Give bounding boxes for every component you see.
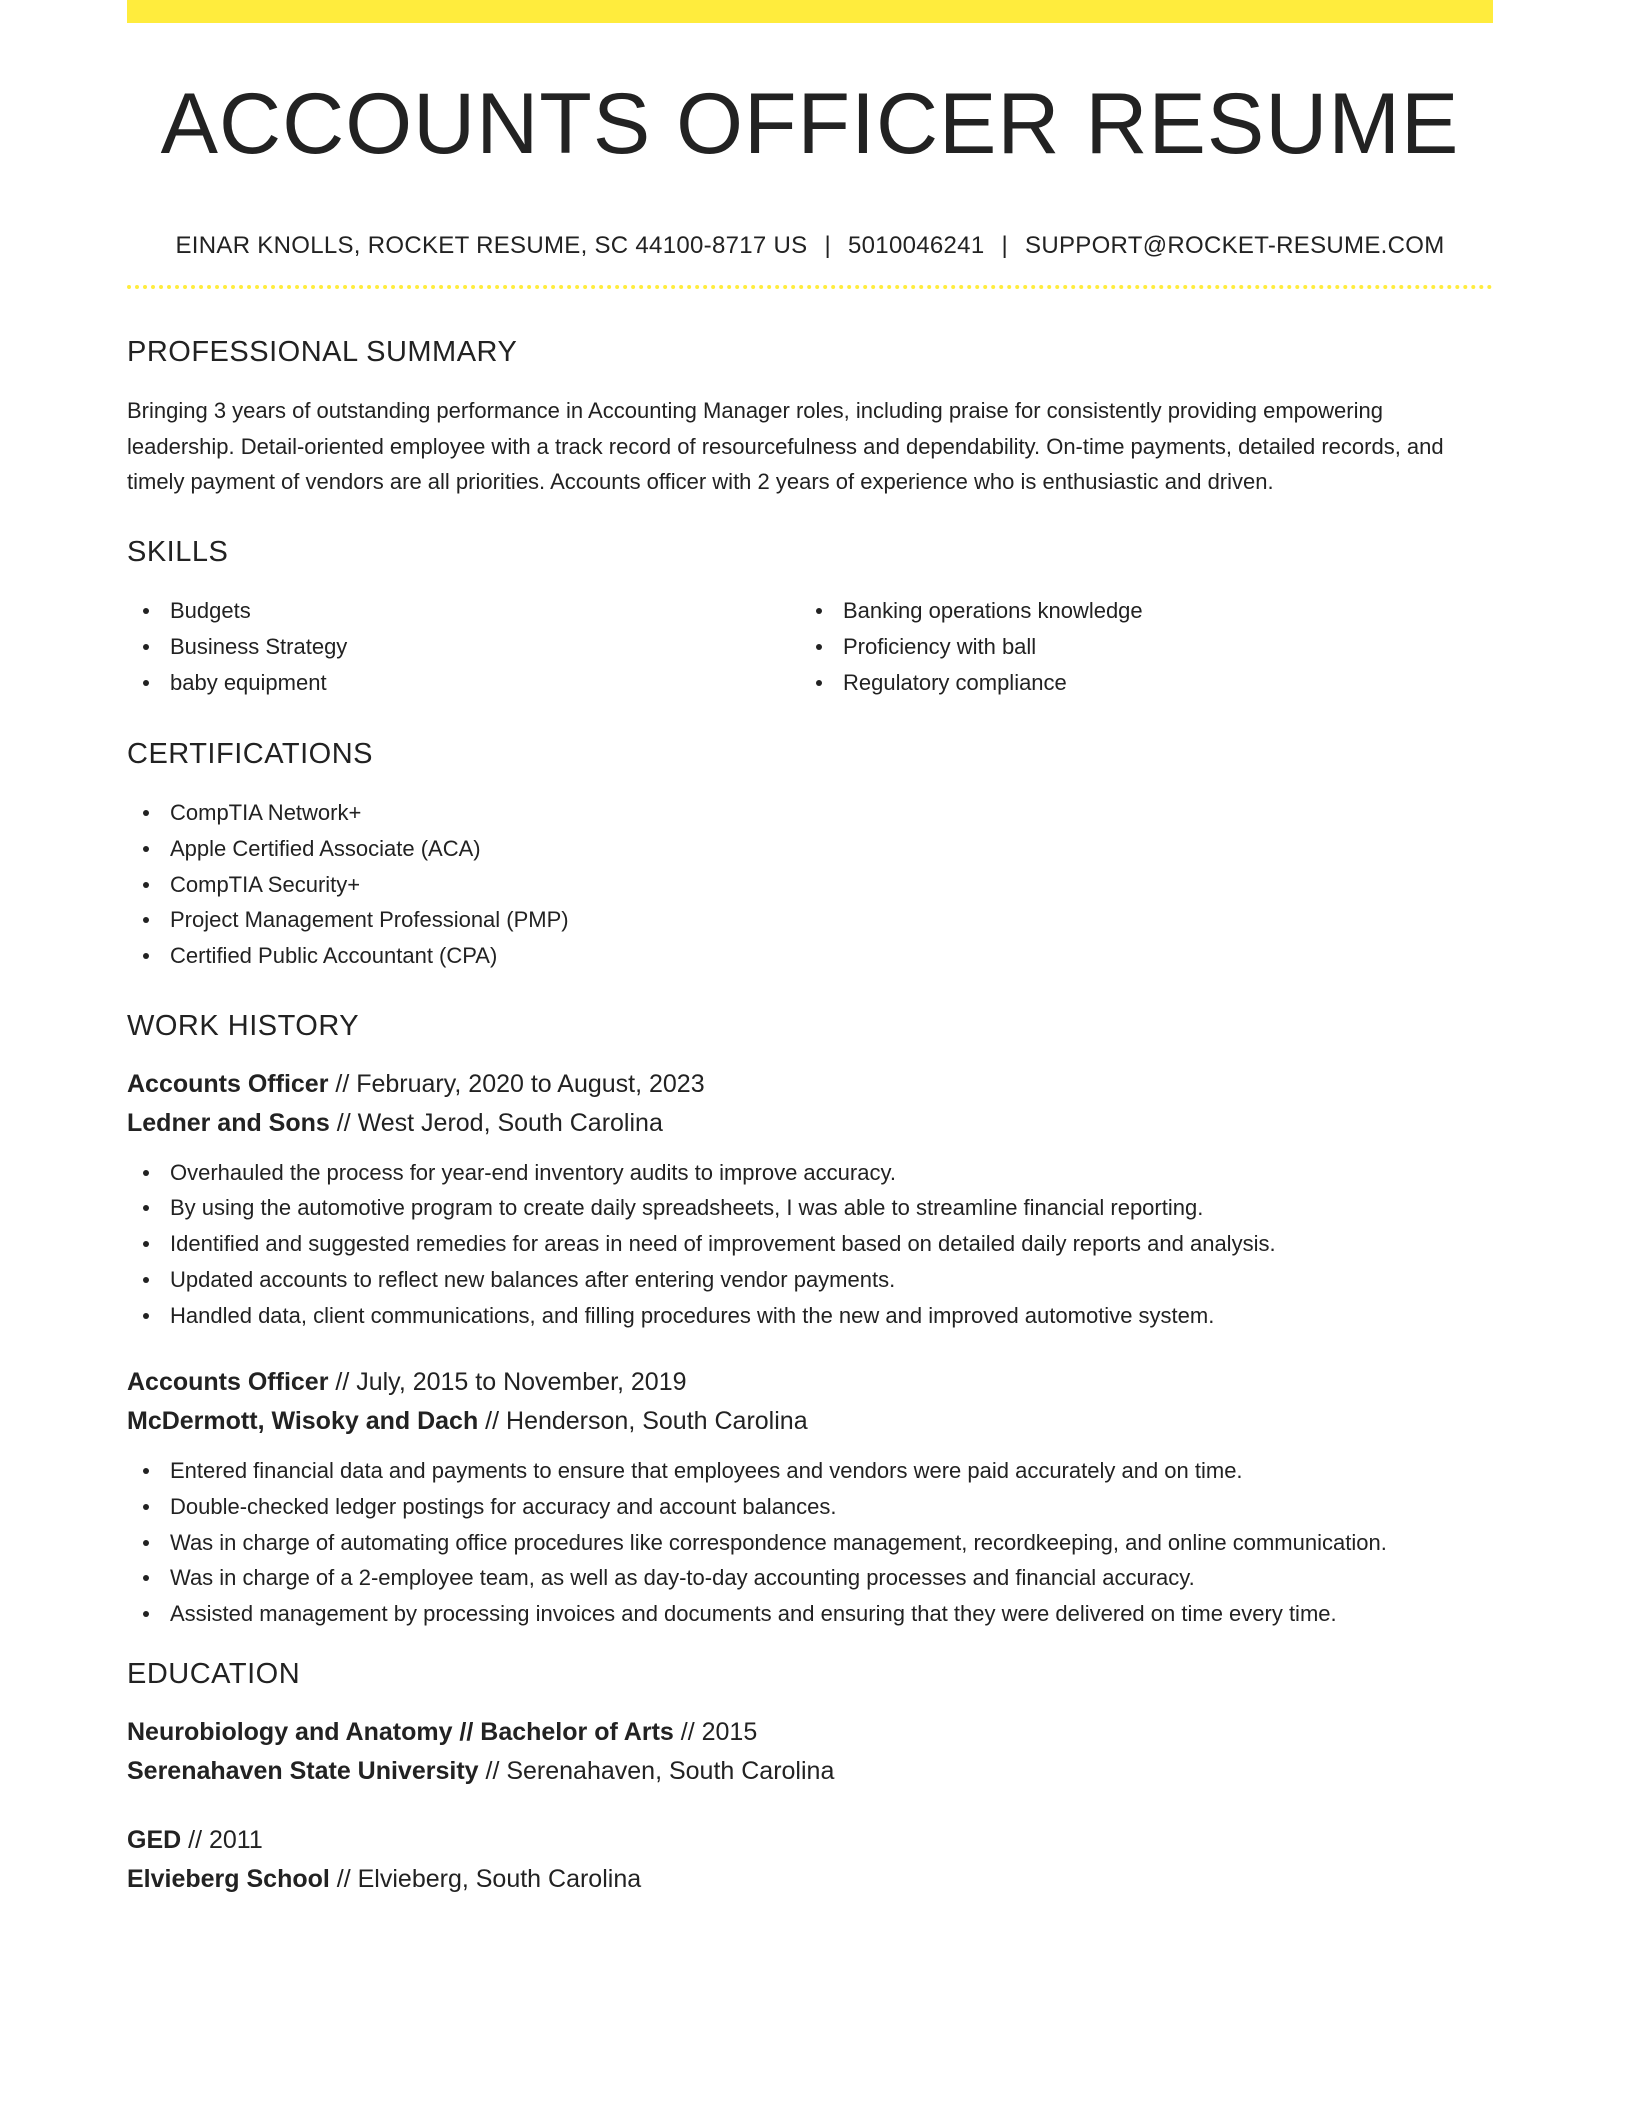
certification-item: CompTIA Network+ [127, 795, 1493, 831]
job-title-line [127, 1363, 1493, 1402]
job-bullets [127, 1453, 1493, 1632]
job-company-line [127, 1104, 1493, 1143]
job-company-line [127, 1402, 1493, 1441]
education-school-line [127, 1752, 1493, 1791]
certification-item: Apple Certified Associate (ACA) [127, 831, 1493, 867]
education-entry [127, 1713, 1493, 1791]
work-history-heading: WORK HISTORY [127, 1009, 360, 1042]
education-degree: GED [127, 1825, 182, 1854]
job-company: Ledner and Sons [127, 1108, 330, 1137]
education-location: // Elvieberg, South Carolina [329, 1864, 642, 1893]
skill-item: Proficiency with ball [800, 629, 1473, 665]
certification-item: Certified Public Accountant (CPA) [127, 938, 1493, 974]
job-bullet: Double-checked ledger postings for accuracy and account balances. [127, 1489, 1493, 1525]
job-entry [127, 1363, 1493, 1632]
job-bullet: Assisted management by processing invoices and documents and ensuring that they were delivered on time every time. [127, 1596, 1493, 1632]
certifications-list [127, 795, 1493, 974]
job-title: Accounts Officer [127, 1368, 329, 1397]
skills-grid [127, 593, 1493, 700]
header-divider [127, 285, 1493, 289]
job-bullet: Was in charge of a 2-employee team, as well as day-to-day accounting processes and financial accuracy. [127, 1560, 1493, 1596]
education-school: Elvieberg School [127, 1864, 330, 1893]
education-school: Serenahaven State University [127, 1756, 479, 1785]
summary-heading: PROFESSIONAL SUMMARY [127, 336, 518, 368]
job-dates: // July, 2015 to November, 2019 [328, 1368, 687, 1397]
contact-phone: 5010046241 [848, 232, 985, 259]
resume-page [127, 0, 1493, 1899]
education-degree: Neurobiology and Anatomy // Bachelor of Arts [127, 1717, 674, 1746]
education-year: // 2015 [673, 1717, 758, 1746]
job-company: McDermott, Wisoky and Dach [127, 1407, 479, 1436]
contact-email[interactable]: SUPPORT@ROCKET-RESUME.COM [1025, 232, 1445, 259]
resume-title: ACCOUNTS OFFICER RESUME [160, 76, 1460, 172]
job-dates: // February, 2020 to August, 2023 [328, 1069, 705, 1098]
contact-address: EINAR KNOLLS, ROCKET RESUME, SC 44100-8717 US [175, 232, 808, 259]
education-entry [127, 1821, 1493, 1899]
certification-item: Project Management Professional (PMP) [127, 902, 1493, 938]
education-year: // 2011 [181, 1825, 263, 1854]
job-bullet: Was in charge of automating office procedures like correspondence management, recordkeeping, and online communication. [127, 1525, 1493, 1561]
skill-item: baby equipment [127, 665, 800, 701]
education-degree-line [127, 1713, 1493, 1752]
job-bullet: Entered financial data and payments to ensure that employees and vendors were paid accurately and on time. [127, 1453, 1493, 1489]
summary-text: Bringing 3 years of outstanding performance in Accounting Manager roles, including praise for consistently providing empowering leadership. Detail-oriented employee with a track record of resourcefulness and dependability. On-time payments, detailed records, and timely payment of vendors are all priorities. Accounts officer with 2 years of experience who is enthusiastic and driven. [127, 398, 1444, 495]
education-degree-line [127, 1821, 1493, 1860]
skills-list-left [127, 593, 800, 700]
skill-item: Regulatory compliance [800, 665, 1473, 701]
job-entry [127, 1065, 1493, 1334]
contact-separator: | [1001, 232, 1009, 259]
job-bullet: Updated accounts to reflect new balances after entering vendor payments. [127, 1262, 1493, 1298]
contact-separator: | [824, 232, 831, 259]
job-location: // Henderson, South Carolina [478, 1407, 808, 1436]
skills-heading: SKILLS [127, 536, 229, 569]
job-location: // West Jerod, South Carolina [329, 1108, 663, 1137]
job-bullet: Overhauled the process for year-end inventory audits to improve accuracy. [127, 1155, 1493, 1191]
certification-item: CompTIA Security+ [127, 867, 1493, 903]
job-title-line [127, 1065, 1493, 1104]
skill-item: Business Strategy [127, 629, 800, 665]
certifications-heading: CERTIFICATIONS [127, 738, 373, 771]
skill-item: Budgets [127, 593, 800, 629]
education-heading: EDUCATION [127, 1657, 301, 1690]
job-bullet: By using the automotive program to create daily spreadsheets, I was able to streamline financial reporting. [127, 1190, 1493, 1226]
job-bullet: Identified and suggested remedies for areas in need of improvement based on detailed daily reports and analysis. [127, 1226, 1493, 1262]
job-title: Accounts Officer [127, 1069, 329, 1098]
top-accent-bar [127, 0, 1493, 23]
contact-line [127, 231, 1493, 261]
education-location: // Serenahaven, South Carolina [478, 1756, 835, 1785]
job-bullet: Handled data, client communications, and filling procedures with the new and improved automotive system. [127, 1298, 1493, 1334]
job-bullets [127, 1155, 1493, 1334]
skills-list-right [800, 593, 1473, 700]
skill-item: Banking operations knowledge [800, 593, 1473, 629]
education-school-line [127, 1860, 1493, 1899]
